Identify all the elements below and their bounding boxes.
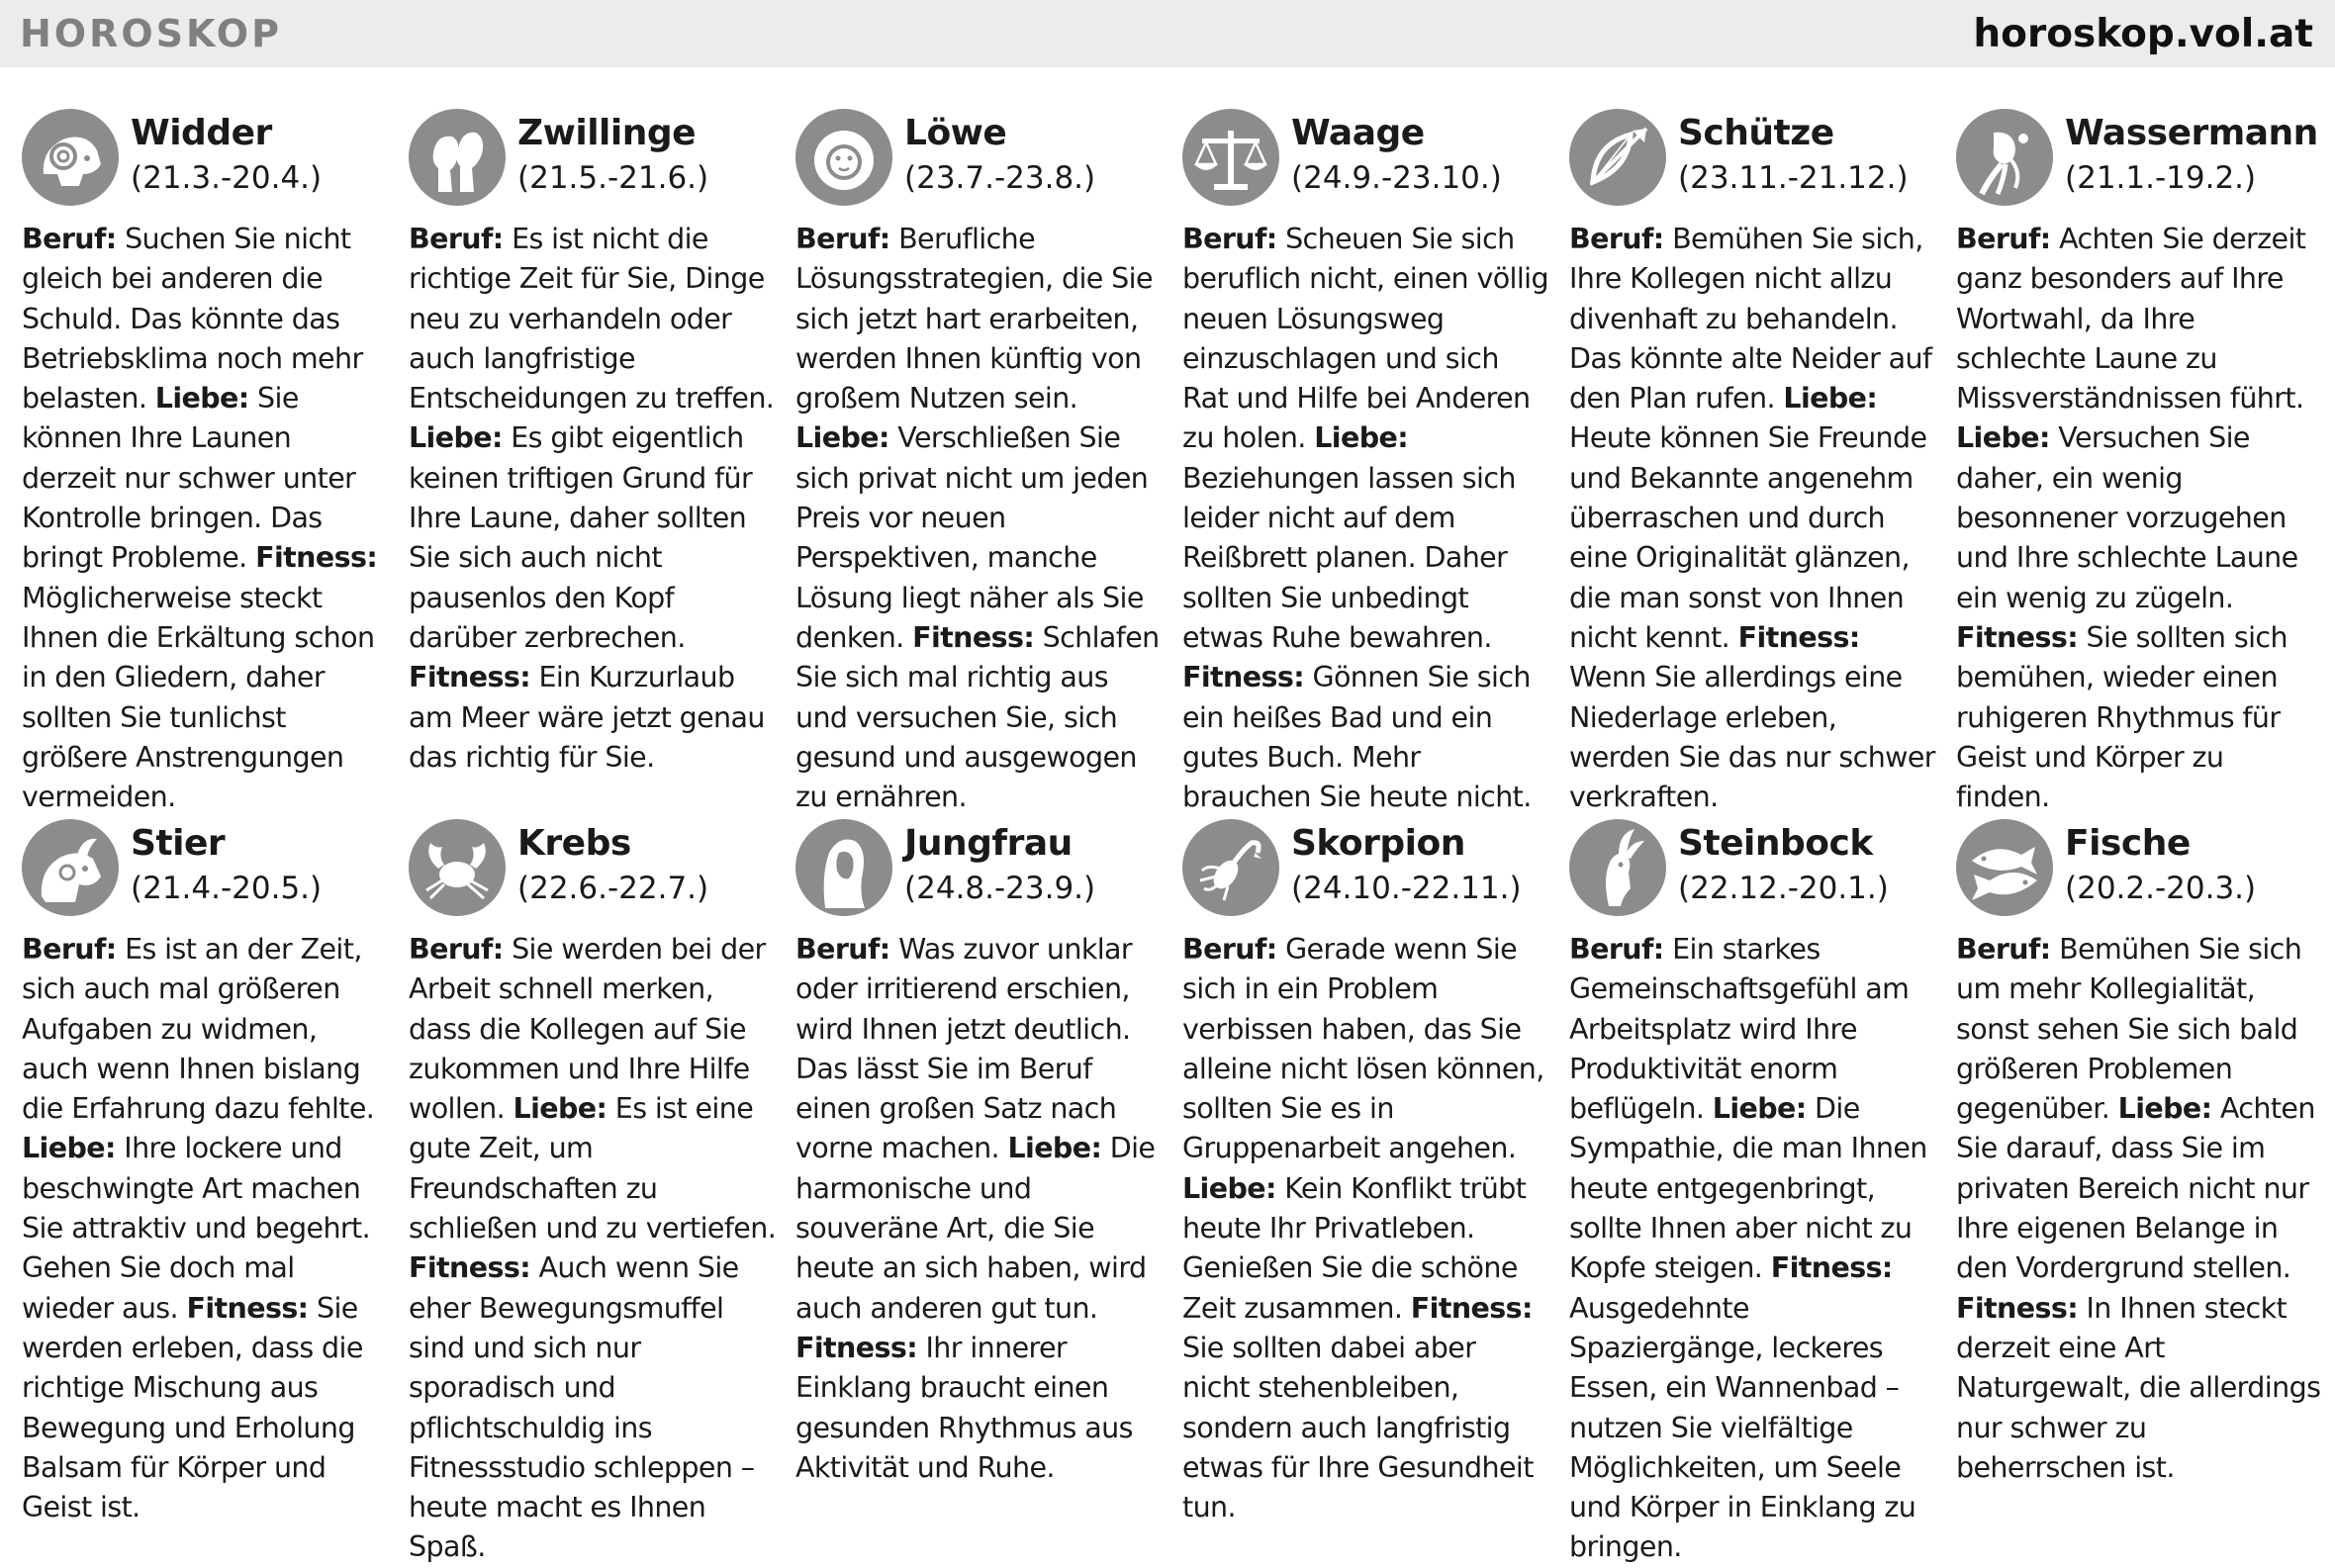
horoscope-fische (1956, 819, 2324, 1484)
liebe-text: Ihre lockere und beschwingte Art machen Sie attraktiv und begehrt. Gehen Sie doch mal wieder aus. (22, 1132, 371, 1325)
fitness-text: Sie sollten dabei aber nicht stehenbleiben, sondern auch langfristig etwas für Ihre Gesundheit tun. (1182, 1331, 1534, 1524)
sign-dates: (21.1.-19.2.) (2065, 160, 2257, 196)
beruf-label: Beruf: (795, 933, 890, 966)
sign-name: Zwillinge (517, 113, 697, 153)
beruf-text: Scheuen Sie sich beruflich nicht, einen völlig neuen Lösungsweg einzuschlagen und sich Rat und Hilfe bei Anderen zu holen. (1182, 223, 1548, 455)
sign-dates: (22.6.-22.7.) (517, 871, 709, 906)
fitness-label: Fitness: (795, 1331, 918, 1364)
horoscope-text (1569, 930, 1937, 1568)
site-url: horoskop.vol.at (1973, 12, 2313, 56)
beruf-label: Beruf: (409, 223, 504, 255)
sign-name: Wassermann (2065, 113, 2318, 153)
fitness-label: Fitness: (1770, 1251, 1893, 1285)
horoscope-text (22, 930, 390, 1527)
horoscope-stier (22, 819, 390, 1524)
sign-dates: (24.10.-22.11.) (1291, 871, 1522, 906)
liebe-label: Liebe: (1956, 421, 2050, 455)
sign-name: Stier (131, 823, 226, 864)
horoscope-widder (22, 109, 390, 814)
horoscope-jungfrau (795, 819, 1164, 1484)
beruf-label: Beruf: (1182, 933, 1277, 966)
liebe-text: Beziehungen lassen sich leider nicht auf dem Reißbrett planen. Daher sollten Sie unbedingt etwas Ruhe bewahren. (1182, 461, 1516, 654)
sign-dates: (21.5.-21.6.) (517, 160, 709, 196)
sign-name: Waage (1291, 113, 1425, 153)
horoscope-steinbock (1569, 819, 1937, 1564)
liebe-label: Liebe: (513, 1092, 607, 1126)
beruf-text: Berufliche Lösungsstrategien, die Sie sich jetzt hart erarbeiten, werden Ihnen künftig von großem Nutzen sein. (795, 223, 1153, 415)
fitness-text: Ein Kurzurlaub am Meer wäre jetzt genau das richtig für Sie. (409, 661, 765, 774)
fitness-label: Fitness: (1956, 620, 2079, 654)
horoscope-text (1956, 930, 2324, 1488)
liebe-text: Es ist eine gute Zeit, um Freundschaften zu schließen und zu vertiefen. (409, 1092, 777, 1245)
beruf-label: Beruf: (1569, 223, 1664, 255)
horoscope-schuetze (1569, 109, 1937, 814)
libra-scales-icon (1182, 109, 1279, 206)
liebe-text: Verschließen Sie sich privat nicht um jeden Preis vor neuen Perspektiven, manche Lösung liegt näher als Sie denken. (795, 421, 1149, 654)
beruf-label: Beruf: (22, 223, 117, 255)
beruf-text: Sie werden bei der Arbeit schnell merken, dass die Kollegen auf Sie zukommen und Ihre Hilfe wollen. (409, 933, 766, 1126)
pisces-fish-icon (1956, 819, 2053, 916)
liebe-text: Die Sympathie, die man Ihnen heute entgegenbringt, sollte Ihnen aber nicht zu Kopfe steigen. (1569, 1092, 1927, 1285)
horoscope-krebs (409, 819, 777, 1564)
liebe-label: Liebe: (795, 421, 889, 455)
sign-name: Jungfrau (904, 823, 1073, 864)
leo-lion-icon (795, 109, 892, 206)
beruf-label: Beruf: (1569, 933, 1664, 966)
fitness-text: In Ihnen steckt derzeit eine Art Naturgewalt, die allerdings nur schwer zu beherrschen ist. (1956, 1291, 2321, 1484)
horoscope-text (22, 220, 390, 817)
fitness-label: Fitness: (1737, 620, 1860, 654)
sign-dates: (24.8.-23.9.) (904, 871, 1096, 906)
beruf-text: Es ist an der Zeit, sich auch mal größeren Aufgaben zu widmen, auch wenn Ihnen bislang die Erfahrung dazu fehlte. (22, 933, 375, 1126)
aquarius-water-bearer-icon (1956, 109, 2053, 206)
fitness-text: Wenn Sie allerdings eine Niederlage erleben, werden Sie das nur schwer verkraften. (1569, 661, 1935, 814)
virgo-maiden-icon (795, 819, 892, 916)
liebe-label: Liebe: (1712, 1092, 1807, 1126)
liebe-label: Liebe: (1314, 421, 1409, 455)
horoscope-waage (1182, 109, 1550, 814)
fitness-label: Fitness: (1182, 661, 1305, 694)
beruf-label: Beruf: (1956, 223, 2051, 255)
liebe-text: Kein Konflikt trübt heute Ihr Privatleben. Genießen Sie die schöne Zeit zusammen. (1182, 1171, 1527, 1325)
horoscope-skorpion (1182, 819, 1550, 1524)
beruf-text: Gerade wenn Sie sich in ein Problem verbissen haben, das Sie alleine nicht lösen können, sollten Sie es in Gruppenarbeit angehen. (1182, 933, 1544, 1165)
beruf-text: Suchen Sie nicht gleich bei anderen die Schuld. Das könnte das Betriebsklima noch mehr belasten. (22, 223, 363, 415)
liebe-text: Heute können Sie Freunde und Bekannte angenehm überraschen und durch eine Originalität glänzen, die man sonst von Ihnen nicht kennt. (1569, 421, 1927, 654)
gemini-twins-icon (409, 109, 506, 206)
beruf-text: Bemühen Sie sich, Ihre Kollegen nicht allzu divenhaft zu behandeln. Das könnte alte Neider auf den Plan rufen. (1569, 223, 1932, 415)
horoscope-text (409, 220, 777, 778)
beruf-text: Was zuvor unklar oder irritierend erschien, wird Ihnen jetzt deutlich. Das lässt Sie im Beruf einen großen Satz nach vorne machen. (795, 933, 1133, 1165)
fitness-label: Fitness: (1410, 1291, 1533, 1325)
fitness-label: Fitness: (1956, 1291, 2079, 1325)
beruf-text: Bemühen Sie sich um mehr Kollegialität, sonst sehen Sie sich bald größeren Problemen gegenüber. (1956, 933, 2302, 1126)
horoscope-text (409, 930, 777, 1568)
beruf-text: Es ist nicht die richtige Zeit für Sie, Dinge neu zu verhandeln oder auch langfristige Entscheidungen zu treffen. (409, 223, 775, 415)
aries-ram-icon (22, 109, 119, 206)
sign-dates: (20.2.-20.3.) (2065, 871, 2257, 906)
fitness-text: Möglicherweise steckt Ihnen die Erkältung schon in den Gliedern, daher sollten Sie tunlichst größere Anstrengungen vermeiden. (22, 581, 375, 814)
sign-dates: (21.4.-20.5.) (131, 871, 323, 906)
sagittarius-archer-icon (1569, 109, 1666, 206)
beruf-label: Beruf: (22, 933, 117, 966)
horoscope-text (795, 220, 1164, 817)
horoscope-text (795, 930, 1164, 1488)
liebe-label: Liebe: (1783, 382, 1878, 415)
liebe-label: Liebe: (22, 1132, 116, 1165)
fitness-label: Fitness: (409, 1251, 531, 1285)
liebe-text: Versuchen Sie daher, ein wenig besonnener vorzugehen und Ihre schlechte Laune ein wenig zu zügeln. (1956, 421, 2298, 614)
fitness-text: Ihr innerer Einklang braucht einen gesunden Rhythmus aus Aktivität und Ruhe. (795, 1331, 1133, 1484)
beruf-label: Beruf: (795, 223, 890, 255)
fitness-text: Sie werden erleben, dass die richtige Mischung aus Bewegung und Erholung Balsam für Körper und Geist ist. (22, 1291, 363, 1524)
horoscope-text (1182, 930, 1550, 1527)
sign-name: Skorpion (1291, 823, 1465, 864)
beruf-label: Beruf: (1956, 933, 2051, 966)
fitness-text: Sie sollten sich bemühen, wieder einen ruhigeren Rhythmus für Geist und Körper zu finden. (1956, 620, 2288, 814)
page-header (0, 0, 2335, 67)
sign-dates: (23.11.-21.12.) (1678, 160, 1909, 196)
fitness-text: Ausgedehnte Spaziergänge, leckeres Essen, ein Wannenbad – nutzen Sie vielfältige Möglichkeiten, um Seele und Körper in Einklang zu bringen. (1569, 1291, 1916, 1564)
horoscope-zwillinge (409, 109, 777, 774)
sign-dates: (21.3.-20.4.) (131, 160, 323, 196)
fitness-label: Fitness: (186, 1291, 309, 1325)
fitness-text: Auch wenn Sie eher Bewegungsmuffel sind und sich nur sporadisch und pflichtschuldig ins Fitnessstudio schleppen – heute macht es Ihnen Spaß. (409, 1251, 755, 1564)
beruf-label: Beruf: (409, 933, 504, 966)
sign-dates: (22.12.-20.1.) (1678, 871, 1889, 906)
sign-name: Löwe (904, 113, 1007, 153)
beruf-label: Beruf: (1182, 223, 1277, 255)
sign-dates: (23.7.-23.8.) (904, 160, 1096, 196)
sign-name: Widder (131, 113, 272, 153)
liebe-text: Es gibt eigentlich keinen triftigen Grund für Ihre Laune, daher sollten Sie sich auch nicht pausenlos den Kopf darüber zerbrechen. (409, 421, 753, 654)
liebe-text: Achten Sie darauf, dass Sie im privaten Bereich nicht nur Ihre eigenen Belange in den Vordergrund stellen. (1956, 1092, 2315, 1285)
horoscope-wassermann (1956, 109, 2324, 814)
sign-dates: (24.9.-23.10.) (1291, 160, 1502, 196)
liebe-label: Liebe: (409, 421, 503, 455)
liebe-label: Liebe: (154, 382, 249, 415)
sign-name: Schütze (1678, 113, 1834, 153)
horoscope-text (1956, 220, 2324, 817)
taurus-bull-icon (22, 819, 119, 916)
horoscope-loewe (795, 109, 1164, 814)
liebe-label: Liebe: (2117, 1092, 2212, 1126)
fitness-text: Gönnen Sie sich ein heißes Bad und ein gutes Buch. Mehr brauchen Sie heute nicht. (1182, 661, 1532, 814)
beruf-text: Achten Sie derzeit ganz besonders auf Ihre Wortwahl, da Ihre schlechte Laune zu Missverständnissen führt. (1956, 223, 2306, 415)
fitness-label: Fitness: (912, 620, 1035, 654)
fitness-label: Fitness: (409, 661, 531, 694)
liebe-label: Liebe: (1007, 1132, 1102, 1165)
beruf-text: Ein starkes Gemeinschaftsgefühl am Arbeitsplatz wird Ihre Produktivität enorm beflügeln. (1569, 933, 1910, 1126)
page-title: HOROSKOP (20, 12, 282, 55)
scorpio-scorpion-icon (1182, 819, 1279, 916)
liebe-text: Sie können Ihre Launen derzeit nur schwer unter Kontrolle bringen. Das bringt Probleme. (22, 382, 356, 575)
horoscope-text (1182, 220, 1550, 817)
capricorn-ibex-icon (1569, 819, 1666, 916)
sign-name: Krebs (517, 823, 631, 864)
sign-name: Fische (2065, 823, 2191, 864)
fitness-text: Schlafen Sie sich mal richtig aus und versuchen Sie, sich gesund und ausgewogen zu ernähren. (795, 620, 1160, 814)
liebe-text: Die harmonische und souveräne Art, die Sie heute an sich haben, wird auch anderen gut tun. (795, 1132, 1156, 1325)
horoscope-text (1569, 220, 1937, 817)
liebe-label: Liebe: (1182, 1171, 1276, 1205)
cancer-crab-icon (409, 819, 506, 916)
fitness-label: Fitness: (255, 541, 378, 575)
sign-name: Steinbock (1678, 823, 1873, 864)
